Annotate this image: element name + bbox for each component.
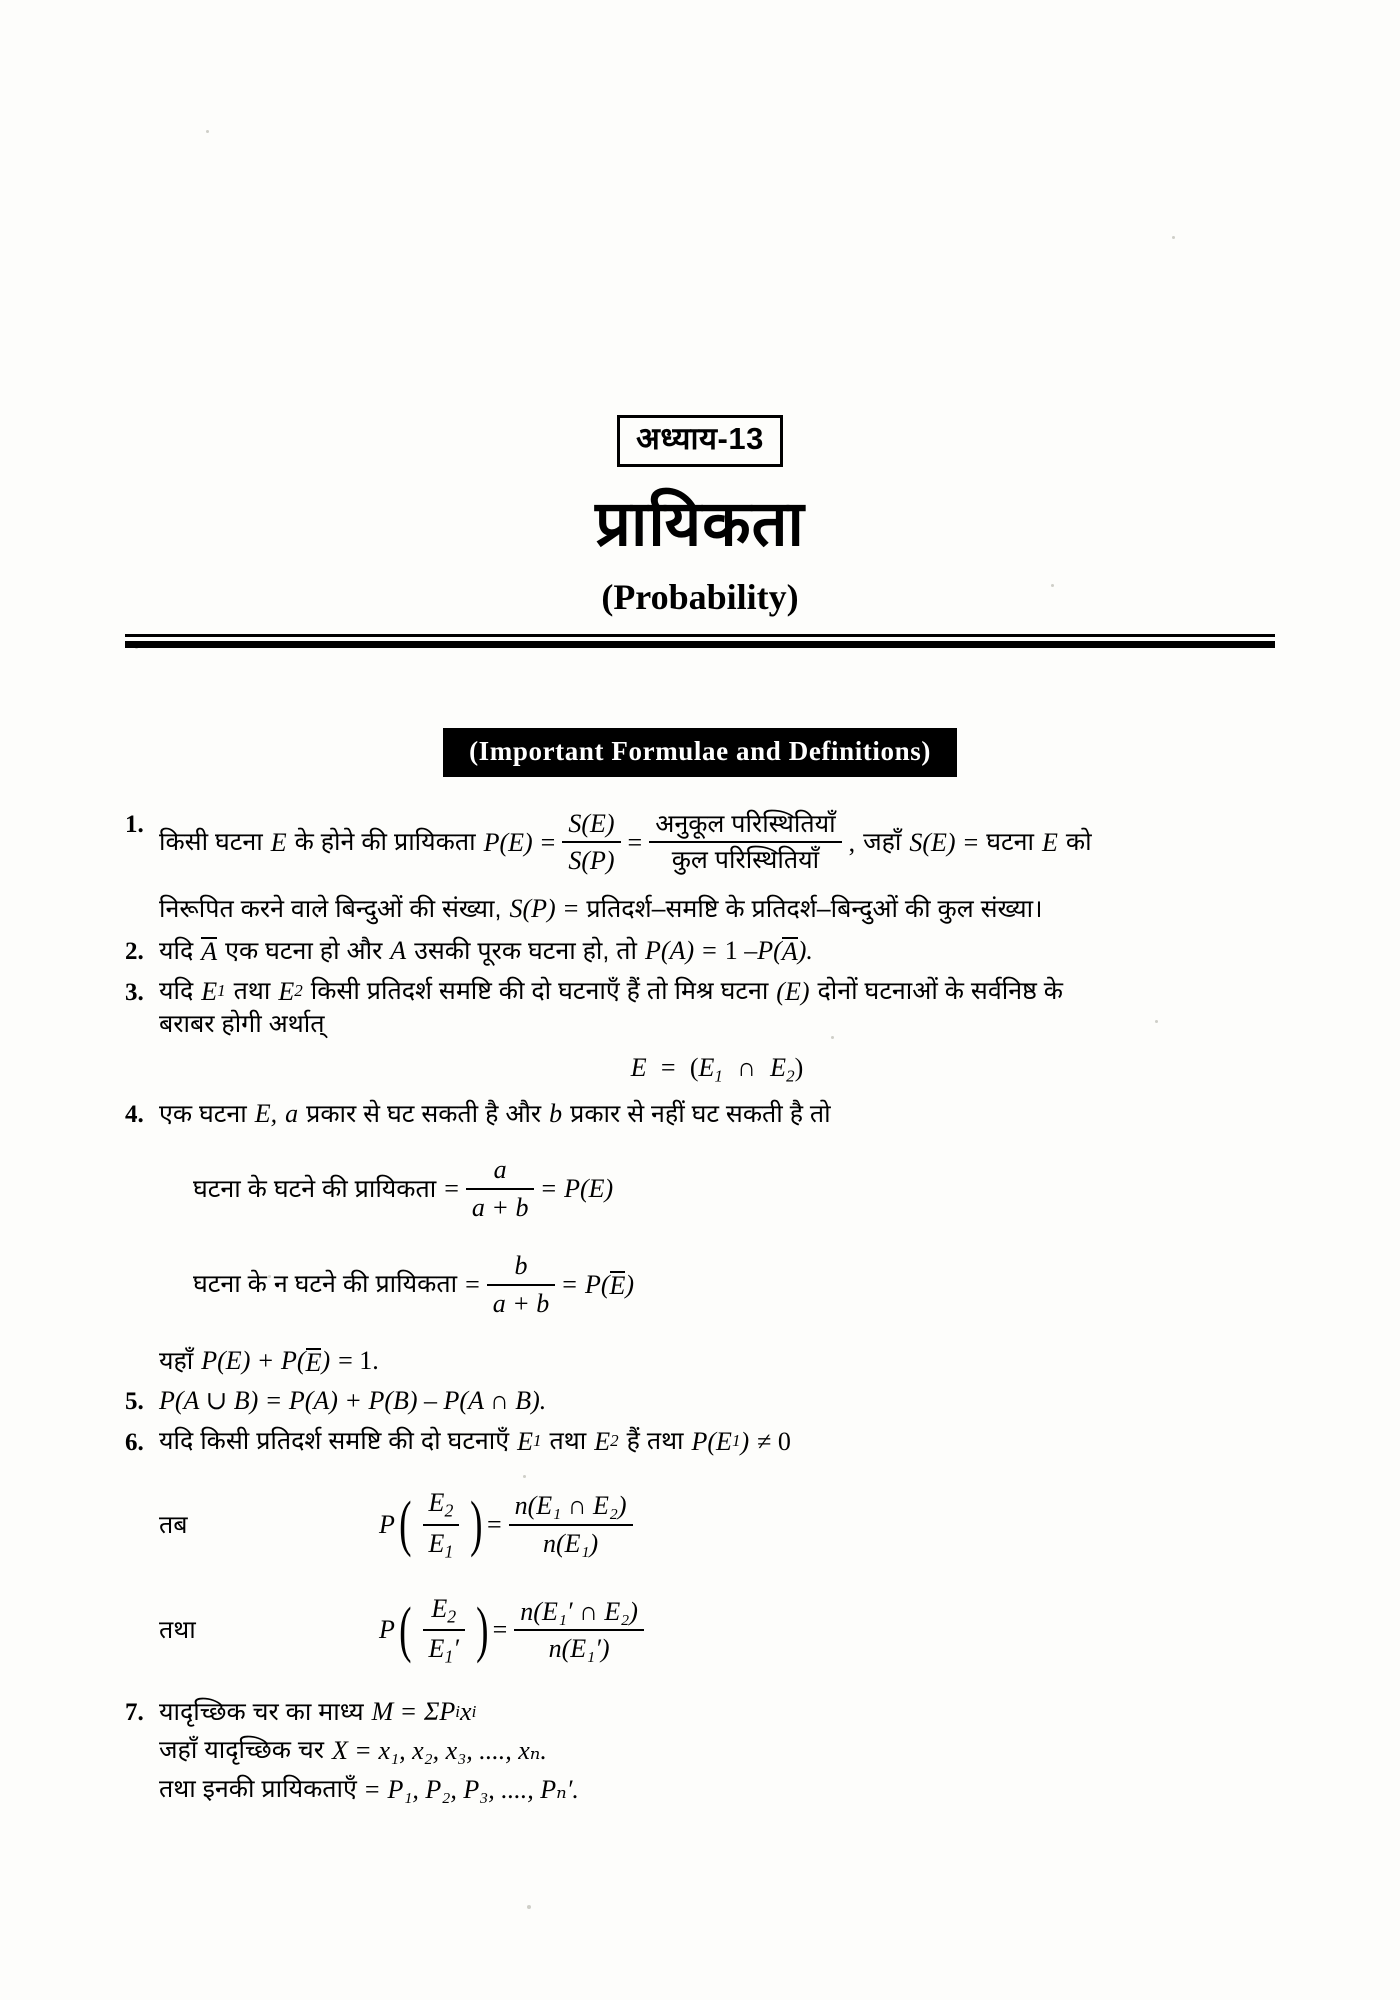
- formula-body: [159, 1695, 1275, 1806]
- f6-then-frac-bot: $E_1$: [428, 1529, 454, 1562]
- f6-and-rhs-denominator: n(E₁′): [548, 1634, 610, 1664]
- f7-var-x: X: [331, 1735, 348, 1765]
- formula-item-3: [125, 975, 1275, 1088]
- header-divider: [125, 634, 1275, 648]
- f3-disp-b-sub: 2: [786, 1066, 795, 1086]
- f6-pe1-close: ): [740, 1426, 750, 1456]
- f1-var-e: E: [270, 827, 287, 857]
- f4-note-pbar-var: E: [305, 1347, 322, 1377]
- f6-and-fraction-rhs: [514, 1595, 644, 1667]
- formula-number: 2.: [125, 938, 144, 966]
- f4-note-plus: +: [258, 1346, 274, 1376]
- f6-then-fraction-lhs: [423, 1486, 460, 1563]
- f2-var-a: A: [390, 936, 407, 966]
- f4-sub2-eq: =: [465, 1269, 480, 1299]
- f6-e2: E: [594, 1426, 611, 1456]
- f7-line2-a: जहाँ यादृच्छिक चर: [159, 1736, 324, 1765]
- f3-disp-eq: =: [660, 1052, 676, 1082]
- formula-item-2: [125, 934, 1275, 969]
- f7-line1-a: यादृच्छिक चर का माध्य: [159, 1697, 364, 1726]
- f1-text-a: किसी घटना: [159, 828, 263, 857]
- f3-e1: E: [201, 976, 218, 1006]
- f1-frac2-denominator: कुल परिस्थितियाँ: [671, 846, 820, 875]
- section-banner-container: [125, 728, 1275, 777]
- f6-not-equal-zero: ≠ 0: [757, 1426, 791, 1456]
- formula-item-1: [125, 807, 1275, 926]
- divider-thick-line: [125, 641, 1275, 648]
- f1-pe: P(E): [483, 827, 533, 857]
- f2-pa: P(A): [645, 936, 695, 966]
- f1-line2-a: निरूपित करने वाले बिन्दुओं की संख्या,: [159, 894, 502, 923]
- f3-text-a: यदि: [159, 977, 194, 1006]
- f4-note-pbar-close: ): [321, 1346, 331, 1376]
- f2-var-a-bar: A: [201, 937, 218, 967]
- f3-disp-intersection: ∩: [737, 1052, 756, 1082]
- f3-disp-close: ): [794, 1052, 804, 1082]
- formula-item-6: [125, 1425, 1275, 1669]
- f4-sub1-rhs: P(E): [564, 1174, 614, 1204]
- f7-line3-eq: =: [364, 1774, 380, 1804]
- f4-sub2-fraction: [487, 1249, 556, 1321]
- f6-and-frac-top: $E_2$: [431, 1593, 457, 1627]
- f4-sub-equation-1: [193, 1153, 1275, 1225]
- f1-line2-b: प्रतिदर्श–समष्टि के प्रतिदर्श–बिन्दुओं की कुल संख्या।: [586, 894, 1043, 923]
- f6-then-close-paren: ): [470, 1490, 483, 1559]
- f4-sub1-label: घटना के घटने की प्रायिकता: [193, 1174, 437, 1203]
- f4-sub1-eq: =: [444, 1174, 459, 1204]
- f6-pe1-sub: 1: [731, 1431, 741, 1451]
- f4-var-a: a: [285, 1099, 299, 1129]
- f6-and-eq: =: [492, 1615, 508, 1645]
- f2-text-b: एक घटना हो और: [225, 936, 383, 965]
- formula-body: [159, 1425, 1275, 1669]
- f4-sub2-label: घटना के न घटने की प्रायिकता: [193, 1270, 458, 1299]
- f4-note-label: यहाँ: [159, 1346, 194, 1375]
- f6-and-p: P: [379, 1615, 395, 1645]
- formula-item-4: [125, 1097, 1275, 1378]
- f3-text-c: किसी प्रतिदर्श समष्टि की दो घटनाएँ हैं तो मिश्र घटना: [310, 977, 769, 1006]
- f3-disp-a: E: [698, 1052, 715, 1082]
- f4-sub2-denominator: a + b: [492, 1288, 550, 1318]
- f1-comma: ,: [848, 827, 856, 857]
- f4-note-pe: P(E): [201, 1346, 251, 1376]
- f1-line2-sp: S(P): [509, 894, 556, 924]
- f2-equals: =: [702, 936, 717, 966]
- f4-sub1-numerator: a: [493, 1155, 507, 1185]
- f4-sub1-denominator: a + b: [471, 1192, 529, 1222]
- f1-text-c: घटना: [986, 828, 1034, 857]
- f6-text-a: यदि किसी प्रतिदर्श समष्टि की दो घटनाएँ: [159, 1427, 510, 1456]
- formula-body: [159, 1384, 1275, 1419]
- page-title-hindi: प्रायिकता: [595, 488, 805, 559]
- chapter-label: अध्याय-13: [617, 415, 783, 467]
- f3-disp-a-sub: 1: [714, 1066, 723, 1086]
- f1-where: जहाँ: [863, 828, 902, 857]
- f1-line2-eq: =: [563, 894, 579, 924]
- f2-pabar-close: ).: [797, 936, 813, 966]
- f2-pabar-open: P(: [757, 936, 782, 966]
- f1-frac1-numerator: S(E): [568, 808, 615, 838]
- formula-number: 5.: [125, 1388, 144, 1416]
- f4-note: [159, 1344, 1275, 1378]
- f1-fraction-se-sp: [562, 807, 620, 879]
- f2-pabar-var: A: [781, 937, 798, 967]
- f3-disp-lhs: E: [630, 1052, 647, 1082]
- f7-sum-p: ΣP: [423, 1697, 456, 1726]
- f3-text-b: तथा: [233, 977, 271, 1006]
- f4-sub2-numerator: b: [514, 1250, 528, 1280]
- f4-note-pbar-open: P(: [281, 1346, 306, 1376]
- f7-x: x: [460, 1697, 472, 1726]
- f3-text-d: दोनों घटनाओं के सर्वनिष्ठ के: [817, 977, 1063, 1006]
- f4-sub1-fraction: [466, 1153, 535, 1225]
- formula-number: 3.: [125, 978, 144, 1006]
- chapter-label-container: [125, 415, 1275, 467]
- f4-note-eq: = 1.: [338, 1346, 379, 1376]
- formula-body: [159, 975, 1275, 1088]
- f6-and-label: तथा: [159, 1616, 196, 1645]
- formula-number: 7.: [125, 1699, 144, 1726]
- f6-and-rhs-numerator: n(E₁′ ∩ E₂): [520, 1596, 638, 1626]
- f6-and-close-paren: ): [476, 1595, 489, 1664]
- formula-number: 4.: [125, 1101, 144, 1129]
- f6-text-c: हैं तथा: [626, 1427, 684, 1456]
- f6-then-frac-top: $E_2$: [428, 1488, 454, 1522]
- f4-text-a: एक घटना: [159, 1100, 247, 1128]
- formula-number: 6.: [125, 1428, 144, 1456]
- f6-e1: E: [517, 1426, 533, 1456]
- f7-sum-p-sub: i: [455, 1701, 461, 1721]
- formula-item-5: [125, 1384, 1275, 1419]
- f4-sub2-rhs-close: ): [625, 1269, 635, 1299]
- formula-list: [125, 807, 1275, 1807]
- f3-e2-sub: 2: [294, 981, 303, 1001]
- f1-equals-1: =: [540, 827, 556, 857]
- formula-number: 1.: [125, 810, 144, 838]
- f3-display-equation: [159, 1051, 1275, 1088]
- f6-then-rhs-numerator: n(E₁ ∩ E₂): [514, 1491, 627, 1521]
- f6-then-fraction-rhs: [509, 1489, 633, 1561]
- f7-line3-values: P₁, P₂, P₃, ...., Pₙ′.: [387, 1774, 579, 1804]
- f1-text-d: को: [1065, 828, 1092, 857]
- formula-body: [159, 934, 1275, 968]
- f1-frac1-denominator: S(P): [568, 846, 615, 876]
- f6-text-b: तथा: [549, 1427, 587, 1456]
- scan-speckle: [527, 1905, 531, 1909]
- f7-line1-eq: =: [401, 1697, 416, 1726]
- f5-equation: P(A ∪ B) = P(A) + P(B) – P(A ∩ B).: [159, 1386, 547, 1416]
- f7-line2-values: x₁, x₂, x₃, ...., xₙ.: [378, 1735, 547, 1765]
- page-content: [125, 0, 1275, 1812]
- f1-frac2-numerator: अनुकूल परिस्थितियाँ: [655, 809, 836, 838]
- f4-var-e: E,: [254, 1099, 278, 1129]
- f7-mean-m: M: [371, 1697, 394, 1726]
- f3-line2: बराबर होगी अर्थात्: [159, 1010, 325, 1039]
- f4-var-b: b: [549, 1099, 563, 1129]
- f6-and-open-paren: (: [399, 1595, 412, 1664]
- f6-and-frac-bot: $E_1'$: [428, 1634, 459, 1668]
- f6-then-rhs-denominator: n(E₁): [542, 1529, 599, 1559]
- f6-then-open-paren: (: [399, 1490, 412, 1559]
- f6-then-label: तब: [159, 1510, 188, 1539]
- f6-pe1-open: P(E: [691, 1426, 732, 1456]
- f6-and-equation: [159, 1592, 1275, 1669]
- f4-sub2-rhs-open: P(: [584, 1269, 610, 1299]
- f1-var-e2: E: [1042, 827, 1058, 857]
- f3-disp-open: (: [689, 1052, 699, 1082]
- f3-disp-b: E: [770, 1052, 787, 1082]
- f7-x-sub: i: [471, 1701, 477, 1721]
- f2-text-a: यदि: [159, 936, 194, 965]
- f4-text-b: प्रकार से घट सकती है और: [306, 1100, 542, 1128]
- f6-e1-sub: 1: [533, 1431, 542, 1451]
- f2-text-c: उसकी पूरक घटना हो, तो: [414, 936, 638, 965]
- f4-sub2-rhs-var: E: [609, 1270, 626, 1300]
- f6-then-p: P: [379, 1510, 395, 1540]
- formula-item-7: [125, 1695, 1275, 1806]
- f1-se: S(E): [909, 827, 956, 857]
- section-banner-title: (Important Formulae and Definitions): [443, 728, 957, 777]
- f1-text-b: के होने की प्रायिकता: [294, 828, 476, 857]
- f3-e1-sub: 1: [217, 981, 226, 1001]
- f1-equals-2: =: [627, 827, 643, 857]
- f6-then-equation: [159, 1486, 1275, 1563]
- f1-equals-3: =: [963, 827, 979, 857]
- f2-one-minus: 1 –: [724, 936, 758, 966]
- f3-e-paren: (E): [776, 976, 810, 1006]
- f1-fraction-favorable-total: [649, 808, 841, 877]
- f4-sub2-eq2: =: [562, 1269, 577, 1299]
- f3-e2: E: [278, 976, 295, 1006]
- f6-e2-sub: 2: [610, 1431, 619, 1451]
- f7-line2-eq: =: [355, 1735, 371, 1765]
- formula-body: [159, 807, 1275, 926]
- f4-sub-equation-2: [193, 1249, 1275, 1321]
- f7-line3-a: तथा इनकी प्रायिकताएँ: [159, 1775, 357, 1804]
- formula-body: [159, 1097, 1275, 1378]
- f4-sub1-eq2: =: [541, 1174, 557, 1204]
- f6-then-eq: =: [486, 1510, 502, 1540]
- f6-and-fraction-lhs: [423, 1592, 465, 1669]
- f4-text-c: प्रकार से नहीं घट सकती है तो: [570, 1100, 831, 1128]
- page-title-english: (Probability): [601, 576, 799, 617]
